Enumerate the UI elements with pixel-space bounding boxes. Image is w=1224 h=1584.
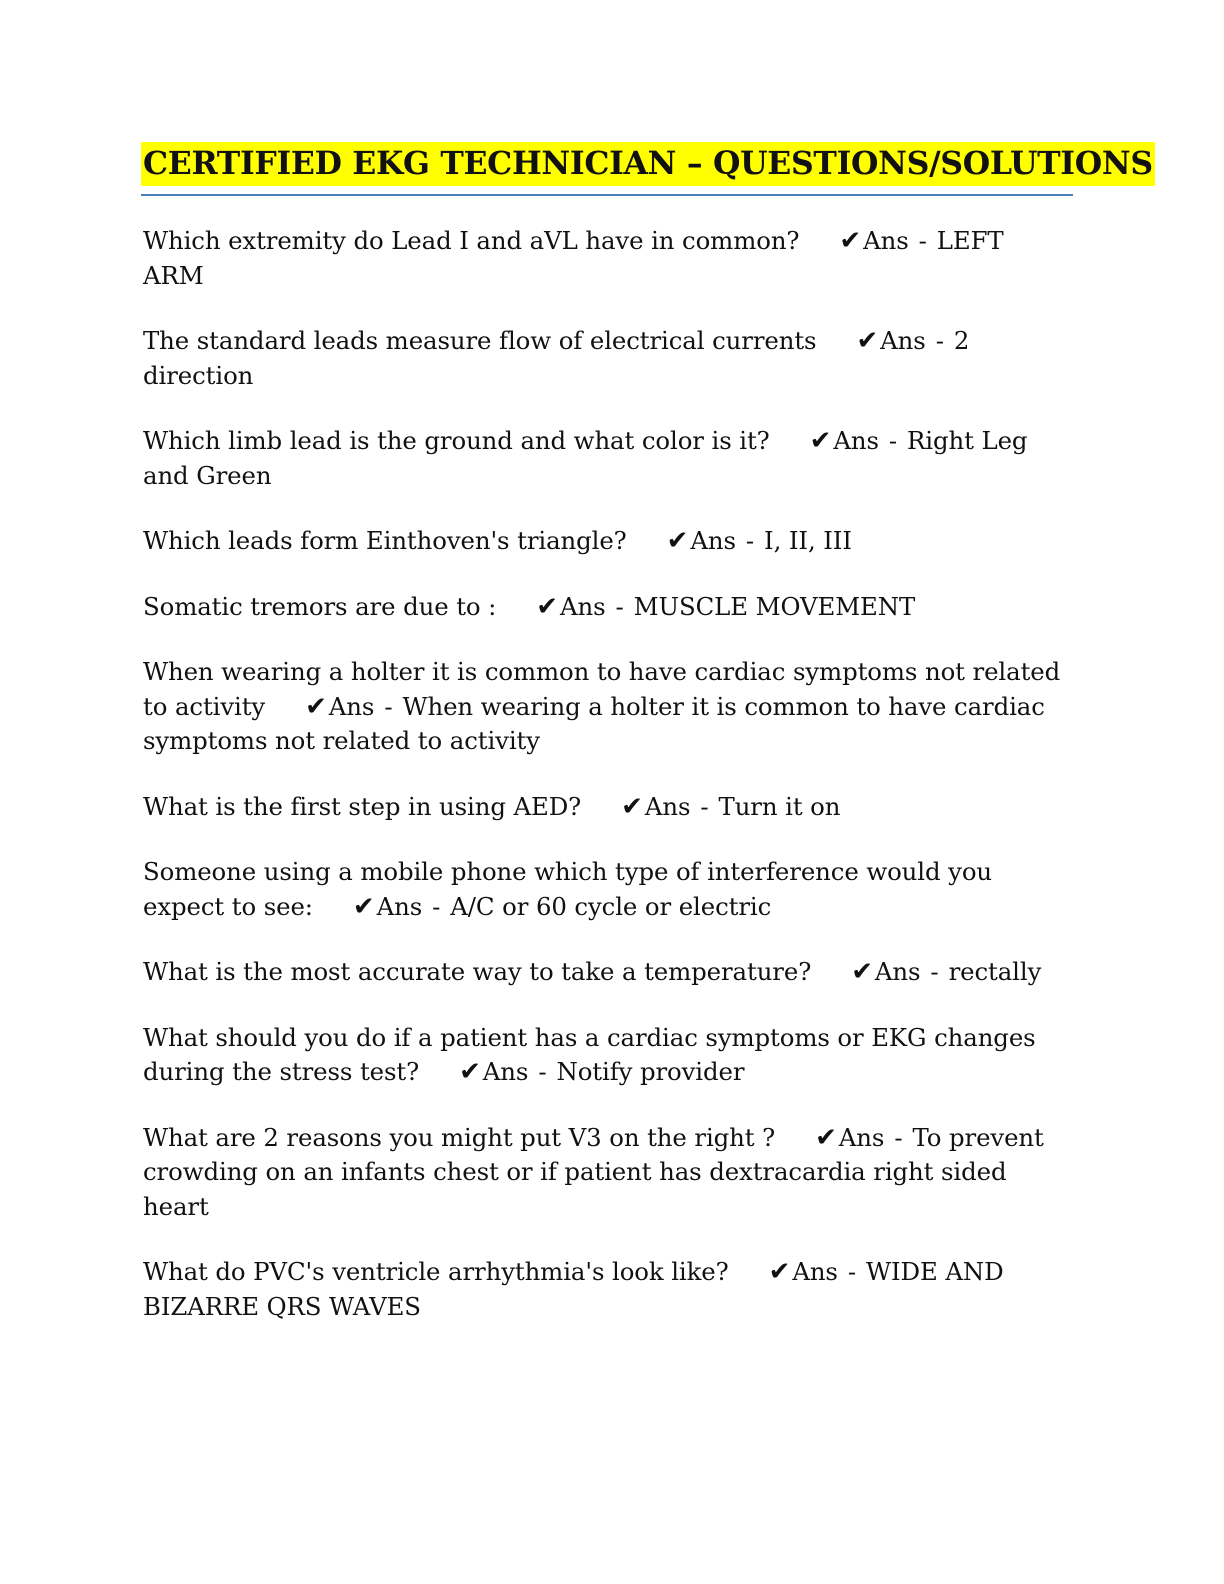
question-text: What should you do if a patient has a cardiac symptoms or EKG changes during the stress test? (143, 1022, 1036, 1086)
answer-dash: - (935, 326, 944, 355)
answer-text: To prevent crowding on an infants chest or if patient has dextracardia right sided heart (143, 1122, 1044, 1221)
question-text: Which leads form Einthoven's triangle? (143, 526, 627, 555)
answer-text: LEFT ARM (143, 226, 1004, 290)
answer-marker: Ans (838, 1122, 885, 1152)
answer-text: WIDE AND BIZARRE QRS WAVES (143, 1257, 1004, 1321)
answer-text: Notify provider (556, 1057, 745, 1086)
answer-text: I, II, III (764, 526, 852, 555)
qa-item (143, 955, 1068, 990)
answer-text: A/C or 60 cycle or electric (450, 891, 772, 921)
title-block (141, 142, 1153, 196)
answer-marker: Ans (328, 691, 375, 721)
question-text: Somatic tremors are due to : (143, 591, 497, 621)
qa-item (143, 790, 1068, 825)
answer-dash: - (888, 426, 898, 455)
answer-text: When wearing a holter it is common to have cardiac symptoms not related to activity (143, 691, 1045, 755)
qa-item (143, 1255, 1068, 1324)
check-icon: ✔ (856, 326, 879, 356)
qa-item (143, 224, 1068, 293)
check-icon: ✔ (851, 957, 873, 987)
answer-dash: - (615, 591, 624, 621)
question-text: Which extremity do Lead I and aVL have in common? (143, 226, 800, 255)
answer-marker: Ans (863, 226, 909, 255)
qa-item (143, 424, 1068, 493)
answer-text: MUSCLE MOVEMENT (633, 591, 916, 621)
answer-dash: - (432, 891, 441, 921)
answer-marker: Ans (792, 1257, 838, 1286)
check-icon: ✔ (459, 1057, 481, 1087)
check-icon: ✔ (621, 791, 643, 822)
check-icon: ✔ (305, 691, 327, 722)
answer-marker: Ans (482, 1057, 529, 1086)
answer-text: Right Leg and Green (143, 426, 1028, 490)
question-text: Which limb lead is the ground and what color is it? (143, 426, 770, 455)
question-text: When wearing a holter it is common to have cardiac symptoms not related to activity (143, 657, 1061, 721)
check-icon: ✔ (815, 1122, 837, 1153)
question-text: Someone using a mobile phone which type of interference would you expect to see: (143, 857, 993, 921)
answer-marker: Ans (644, 791, 691, 821)
answer-dash: - (894, 1122, 903, 1152)
qa-item (143, 524, 1068, 559)
qa-item (143, 1121, 1068, 1225)
answer-dash: - (847, 1257, 857, 1286)
question-text: What is the most accurate way to take a temperature? (143, 957, 812, 986)
answer-marker: Ans (874, 957, 921, 986)
question-text: What do PVC's ventricle arrhythmia's look like? (143, 1257, 729, 1286)
answer-dash: - (930, 957, 939, 986)
question-text: What is the first step in using AED? (143, 791, 582, 821)
answer-text: rectally (948, 957, 1042, 986)
page-title: CERTIFIED EKG TECHNICIAN – QUESTIONS/SOLUTIONS (141, 142, 1155, 186)
check-icon: ✔ (666, 526, 689, 556)
answer-marker: Ans (833, 426, 879, 455)
answer-marker: Ans (559, 591, 606, 621)
qa-item (143, 324, 1068, 393)
answer-marker: Ans (376, 891, 423, 921)
answer-dash: - (538, 1057, 547, 1086)
answer-text: 2 direction (143, 326, 970, 390)
document-page (143, 0, 1153, 1584)
qa-item (143, 855, 1068, 924)
qa-list (143, 224, 1068, 1355)
check-icon: ✔ (809, 426, 832, 456)
check-icon: ✔ (536, 591, 558, 622)
qa-item (143, 590, 1068, 625)
qa-item (143, 1021, 1068, 1090)
answer-dash: - (384, 691, 393, 721)
answer-dash: - (918, 226, 927, 255)
answer-dash: - (745, 526, 755, 555)
question-text: What are 2 reasons you might put V3 on the right ? (143, 1122, 776, 1152)
answer-marker: Ans (690, 526, 736, 555)
answer-marker: Ans (880, 326, 926, 355)
question-text: The standard leads measure flow of electrical currents (143, 326, 817, 355)
qa-item (143, 655, 1068, 759)
check-icon: ✔ (768, 1257, 791, 1287)
answer-text: Turn it on (718, 791, 841, 821)
answer-dash: - (700, 791, 709, 821)
check-icon: ✔ (352, 891, 375, 922)
check-icon: ✔ (839, 226, 862, 256)
